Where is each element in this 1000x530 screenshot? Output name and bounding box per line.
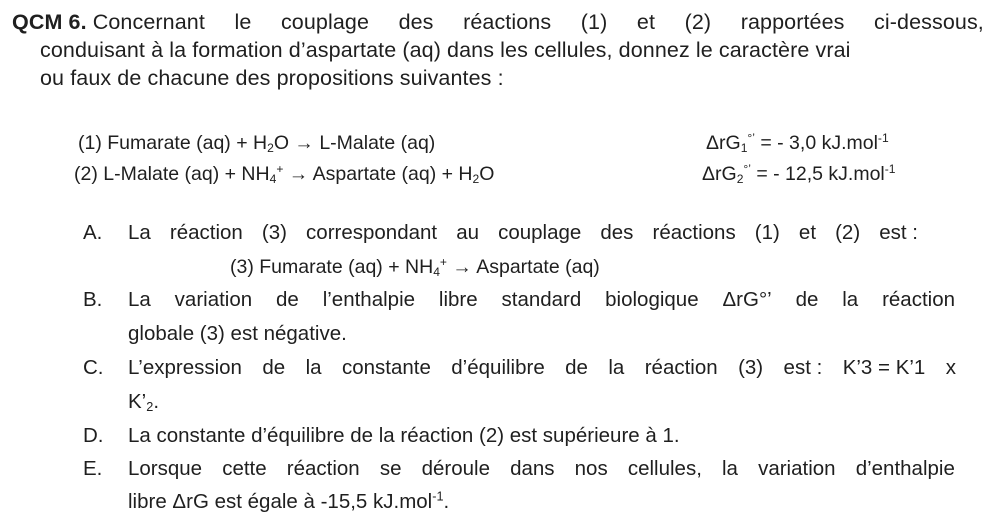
option-c-line-1: L’expression de la constante d’équilibre de la réaction (3) est : K’3 = K’1 x — [128, 356, 956, 379]
question-intro-justified — [12, 10, 984, 35]
option-c-line-2: $K’_2$. — [128, 390, 160, 415]
word: des — [398, 10, 434, 34]
word: ci-dessous, — [874, 10, 984, 34]
option-d-line-1: La constante d’équilibre de la réaction (2) est supérieure à 1. — [128, 424, 680, 447]
option-e-line-2: libre ΔrG est égale à -15,5 kJ.mol$^{-1}$. — [128, 488, 450, 513]
option-letter: B. — [83, 288, 103, 311]
option-a-equation: (3) Fumarate $(aq) + NH_4^+$ → Aspartate (aq) — [230, 254, 600, 280]
reaction-1: (1) Fumarate $(aq) + H_2O$ → L-Malate (aq) — [78, 132, 436, 156]
word: (2) — [684, 10, 712, 34]
question-intro-line-2: conduisant à la formation d’aspartate (aq) dans les cellules, donnez le caractère vrai — [40, 38, 851, 62]
word: et — [636, 10, 656, 34]
word: le — [234, 10, 252, 34]
question-intro-line-1 — [12, 10, 984, 35]
question-number: QCM 6. Concernant — [12, 10, 205, 34]
option-a-line-1: La réaction (3) correspondant au couplage des réactions (1) et (2) est : — [128, 221, 918, 244]
reaction-1-delta-g: ΔrG$_1$°’ = - 3,0 kJ.mol$^{-1}$ — [706, 130, 889, 156]
option-letter: D. — [83, 424, 104, 447]
option-a — [0, 221, 1000, 251]
option-letter: A. — [83, 221, 103, 244]
option-e — [0, 457, 1000, 487]
word: (1) — [580, 10, 608, 34]
option-b-line-2: globale (3) est négative. — [128, 322, 347, 345]
option-c — [0, 356, 1000, 386]
option-e-line-1: Lorsque cette réaction se déroule dans nos cellules, la variation d’enthalpie — [128, 457, 955, 480]
reaction-2: (2) L-Malate $(aq) + NH_4^+$ → Aspartate $(aq) + H_2O$ — [74, 161, 495, 187]
option-b-line-1: La variation de l’enthalpie libre standard biologique ΔrG°’ de la réaction — [128, 288, 955, 311]
word: réactions — [463, 10, 552, 34]
option-a-text — [128, 221, 918, 245]
word: rapportées — [740, 10, 845, 34]
word: couplage — [280, 10, 370, 34]
question-intro-line-3: ou faux de chacune des propositions suivantes : — [40, 66, 504, 90]
option-b-text — [128, 288, 955, 312]
option-e-text — [128, 457, 955, 481]
reaction-2-delta-g: ΔrG$_2$°’ = - 12,5 kJ.mol$^{-1}$ — [702, 161, 896, 187]
option-letter: E. — [83, 457, 103, 480]
option-d — [0, 424, 1000, 454]
option-letter: C. — [83, 356, 104, 379]
option-c-text — [128, 356, 956, 380]
option-b — [0, 288, 1000, 318]
